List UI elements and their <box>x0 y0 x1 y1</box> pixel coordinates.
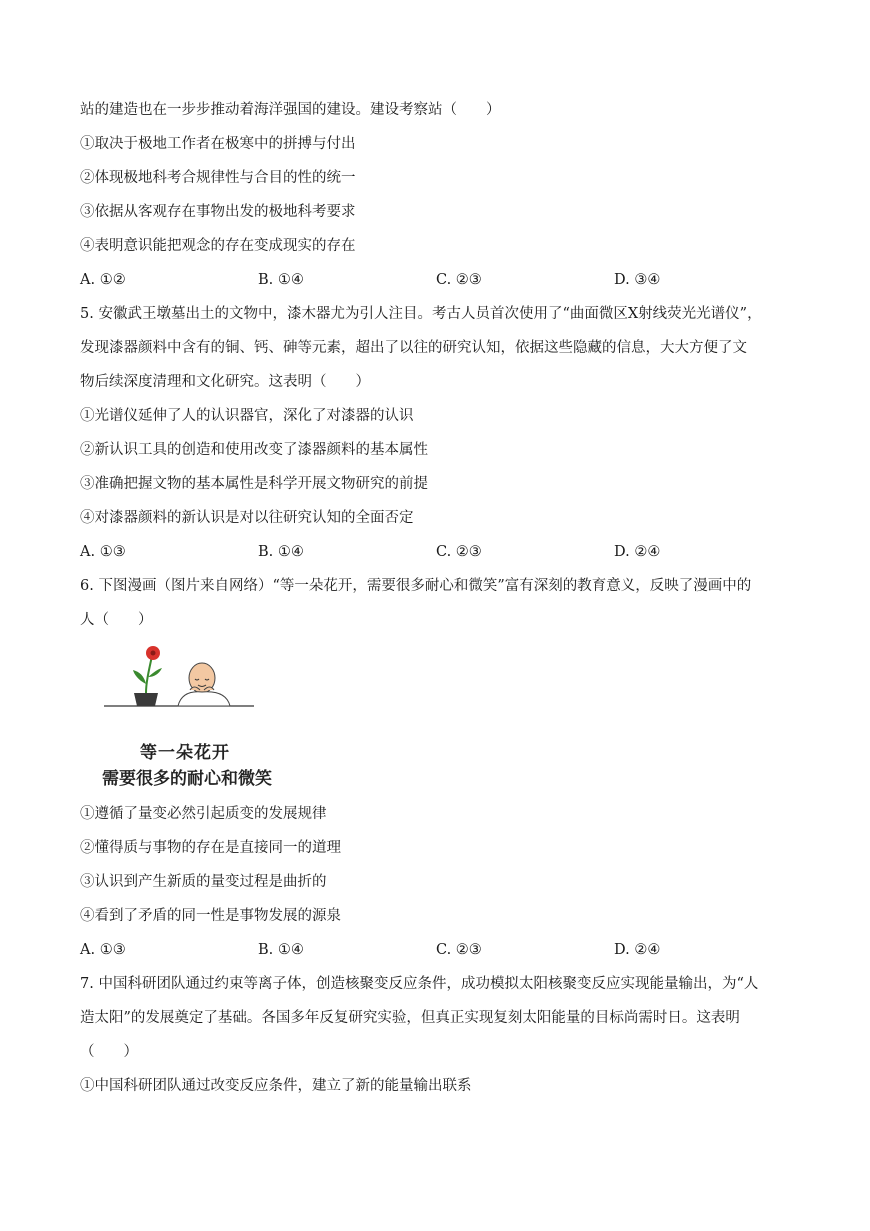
q5-item: ①光谱仪延伸了人的认识器官，深化了对漆器的认识 <box>80 408 414 424</box>
q5-option-d: D. ②④ <box>614 544 661 560</box>
q4-option-c: C. ②③ <box>436 272 482 288</box>
q6-item: ②懂得质与事物的存在是直接同一的道理 <box>80 840 341 856</box>
q5-option-a: A. ①③ <box>80 544 126 560</box>
q6-item: ①遵循了量变必然引起质变的发展规律 <box>80 806 327 822</box>
q5-stem-line: 发现漆器颜料中含有的铜、钙、砷等元素，超出了以往的研究认知，依据这些隐藏的信息，大大方便了文 <box>80 340 747 356</box>
q4-item: ③依据从客观存在事物出发的极地科考要求 <box>80 204 356 220</box>
comic-caption-line1: 等一朵花开 <box>140 743 230 763</box>
flower-pot-icon <box>134 693 158 706</box>
q5-options <box>80 542 800 562</box>
q6-stem-line: 人（ ） <box>80 612 153 628</box>
q5-stem-line: 5. 安徽武王墩墓出土的文物中，漆木器尤为引人注目。考古人员首次使用了“曲面微区X射线荧光光谱仪”， <box>80 306 762 322</box>
q4-options <box>80 270 800 290</box>
q6-option-d: D. ②④ <box>614 942 661 958</box>
q4-option-b: B. ①④ <box>258 272 304 288</box>
q4-option-a: A. ①② <box>80 272 126 288</box>
q4-item: ④表明意识能把观念的存在变成现实的存在 <box>80 238 356 254</box>
q6-item: ④看到了矛盾的同一性是事物发展的源泉 <box>80 908 341 924</box>
person-body-icon <box>178 692 230 706</box>
q5-item: ③准确把握文物的基本属性是科学开展文物研究的前提 <box>80 476 428 492</box>
q6-options <box>80 940 800 960</box>
q5-item: ④对漆器颜料的新认识是对以往研究认知的全面否定 <box>80 510 414 526</box>
q6-option-a: A. ①③ <box>80 942 126 958</box>
comic-caption-line2: 需要很多的耐心和微笑 <box>102 769 272 789</box>
q7-stem-line: （ ） <box>80 1044 138 1060</box>
q7-stem-line: 造太阳”的发展奠定了基础。各国多年反复研究实验，但真正实现复刻太阳能量的目标尚需时日。这表明 <box>80 1010 740 1026</box>
q6-option-b: B. ①④ <box>258 942 304 958</box>
q6-item: ③认识到产生新质的量变过程是曲折的 <box>80 874 327 890</box>
q5-option-b: B. ①④ <box>258 544 304 560</box>
q4-stem-tail: 站的建造也在一步步推动着海洋强国的建设。建设考察站（ ） <box>80 102 501 118</box>
q7-stem-line: 7. 中国科研团队通过约束等离子体，创造核聚变反应条件，成功模拟太阳核聚变反应实现能量输出，为“人 <box>80 976 759 992</box>
q5-stem-line: 物后续深度清理和文化研究。这表明（ ） <box>80 374 370 390</box>
q4-option-d: D. ③④ <box>614 272 661 288</box>
q5-option-c: C. ②③ <box>436 544 482 560</box>
q4-item: ①取决于极地工作者在极寒中的拼搏与付出 <box>80 136 356 152</box>
comic-illustration <box>102 644 272 792</box>
q5-item: ②新认识工具的创造和使用改变了漆器颜料的基本属性 <box>80 442 428 458</box>
q4-item: ②体现极地科考合规律性与合目的性的统一 <box>80 170 356 186</box>
q6-option-c: C. ②③ <box>436 942 482 958</box>
q7-item: ①中国科研团队通过改变反应条件，建立了新的能量输出联系 <box>80 1078 472 1094</box>
comic-drawing <box>102 644 262 736</box>
q6-stem-line: 6. 下图漫画（图片来自网络）“等一朵花开，需要很多耐心和微笑”富有深刻的教育意义，反映了漫画中的 <box>80 578 752 594</box>
page-content <box>80 100 800 1110</box>
leaf-icon <box>133 670 146 684</box>
